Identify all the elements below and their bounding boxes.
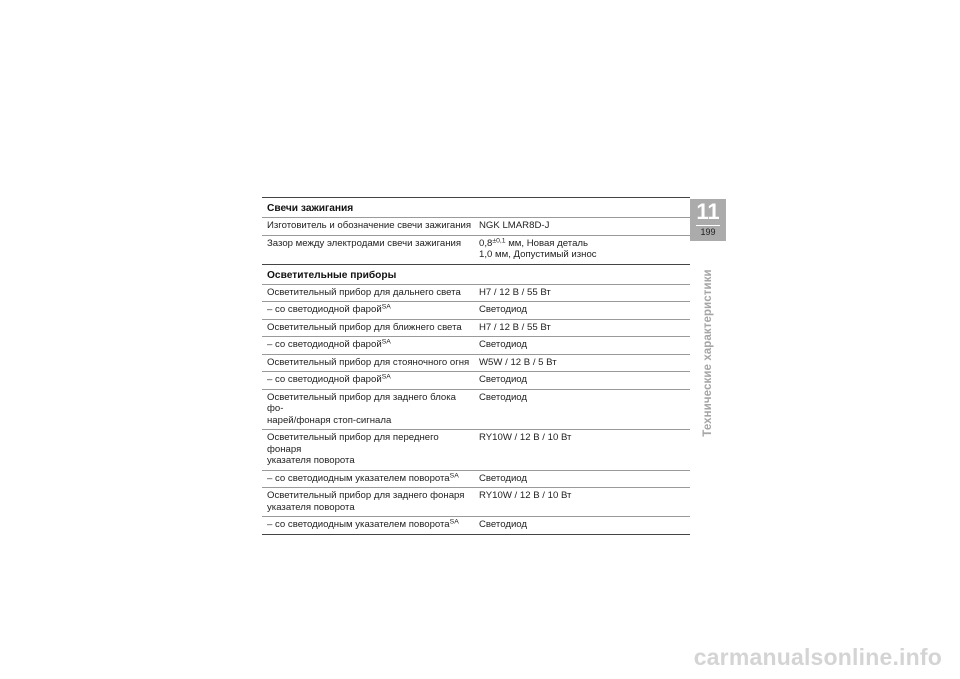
label-text: – со светодиодной фарой bbox=[267, 304, 382, 315]
value-prefix: 0,8 bbox=[479, 237, 493, 249]
table-row bbox=[262, 301, 690, 319]
table-row bbox=[262, 217, 690, 235]
label-text: – со светодиодным указателем поворота bbox=[267, 472, 450, 484]
table-row bbox=[262, 516, 690, 534]
value-line2: 1,0 мм, Допустимый износ bbox=[479, 249, 597, 260]
row-label: Осветительный прибор для дальнего света bbox=[267, 286, 461, 298]
label-line2: указателя поворота bbox=[267, 455, 355, 466]
chapter-side-title-wrap bbox=[698, 269, 718, 437]
section-lighting bbox=[262, 264, 690, 534]
row-value: H7 / 12 В / 55 Вт bbox=[479, 286, 551, 298]
table-end-rule bbox=[262, 534, 690, 535]
row-label: Осветительный прибор для стояночного огня bbox=[267, 356, 470, 368]
row-label bbox=[262, 517, 477, 534]
label-line1: Осветительный прибор для заднего блока фо- bbox=[267, 391, 457, 414]
table-row bbox=[262, 371, 690, 389]
row-label bbox=[262, 372, 477, 389]
table-row bbox=[262, 235, 690, 264]
row-value: Светодиод bbox=[479, 374, 528, 385]
row-label: Изготовитель и обозначение свечи зажигания bbox=[267, 220, 472, 231]
row-value: NGK LMAR8D-J bbox=[479, 220, 550, 231]
label-text: – со светодиодной фарой bbox=[267, 374, 382, 385]
sa-superscript: SA bbox=[381, 338, 391, 346]
row-label bbox=[262, 488, 477, 516]
spec-table bbox=[262, 197, 690, 535]
row-label: Осветительный прибор для ближнего света bbox=[267, 321, 462, 333]
row-label bbox=[262, 430, 477, 470]
row-value: W5W / 12 В / 5 Вт bbox=[479, 356, 557, 368]
row-value: Светодиод bbox=[479, 339, 528, 350]
label-line1: Осветительный прибор для переднего фонаря bbox=[267, 432, 439, 455]
row-value: H7 / 12 В / 55 Вт bbox=[479, 321, 551, 333]
table-row bbox=[262, 336, 690, 354]
value-suffix: мм, Новая деталь bbox=[505, 237, 589, 249]
row-value: RY10W / 12 В / 10 Вт bbox=[479, 432, 572, 443]
table-row bbox=[262, 470, 690, 488]
chapter-number: 11 bbox=[696, 199, 720, 224]
row-label: Зазор между электродами свечи зажигания bbox=[267, 237, 462, 249]
row-label bbox=[262, 337, 477, 354]
row-label bbox=[262, 471, 477, 488]
section-spark-plugs bbox=[262, 197, 690, 264]
tolerance-superscript: ±0,1 bbox=[492, 237, 506, 245]
row-value: Светодиод bbox=[479, 391, 528, 403]
table-row bbox=[262, 284, 690, 302]
page-number: 199 bbox=[700, 227, 716, 237]
chapter-divider bbox=[696, 225, 720, 226]
section-title: Осветительные приборы bbox=[267, 269, 397, 281]
row-value: Светодиод bbox=[479, 304, 528, 315]
table-row bbox=[262, 389, 690, 430]
row-label bbox=[262, 302, 477, 319]
label-text: – со светодиодной фарой bbox=[267, 339, 382, 350]
table-row bbox=[262, 487, 690, 516]
row-value: Светодиод bbox=[479, 472, 528, 484]
row-value: Светодиод bbox=[479, 519, 528, 530]
section-title: Свечи зажигания bbox=[267, 203, 354, 214]
chapter-side-title: Технические характеристики bbox=[702, 269, 714, 437]
label-line1: Осветительный прибор для заднего фонаря bbox=[267, 490, 465, 501]
watermark: carmanualsonline.info bbox=[693, 644, 942, 670]
table-row bbox=[262, 354, 690, 372]
sa-superscript: SA bbox=[449, 472, 459, 480]
table-row bbox=[262, 429, 690, 470]
row-value: RY10W / 12 В / 10 Вт bbox=[479, 490, 572, 501]
row-label bbox=[262, 390, 477, 430]
sa-superscript: SA bbox=[381, 373, 391, 381]
label-text: – со светодиодным указателем поворота bbox=[267, 519, 450, 530]
label-line2: указателя поворота bbox=[267, 501, 355, 513]
row-value bbox=[477, 236, 690, 264]
sa-superscript: SA bbox=[381, 303, 391, 311]
chapter-tab bbox=[690, 199, 726, 241]
label-line2: нарей/фонаря стоп-сигнала bbox=[267, 414, 392, 426]
table-row bbox=[262, 319, 690, 337]
sa-superscript: SA bbox=[449, 518, 459, 526]
